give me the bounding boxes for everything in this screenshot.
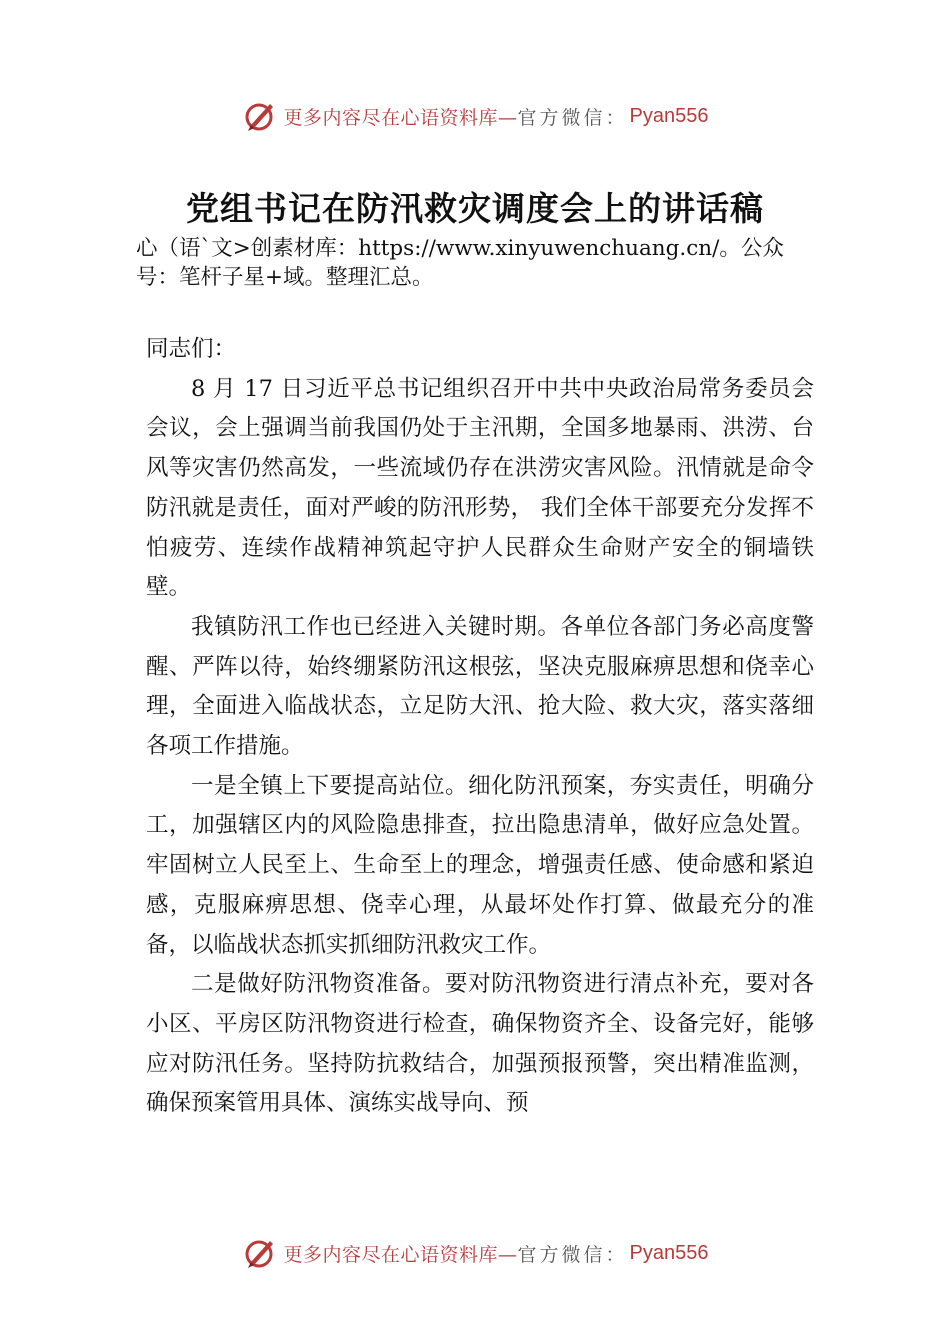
paragraph: 我镇防汛工作也已经进入关键时期。各单位各部门务必高度警醒、严阵以待，始终绷紧防汛这根弦，坚决克服麻痹思想和侥幸心理，全面进入临战状态，立足防大汛、抢大险、救大灾，落实落细各项工作措施。 — [146, 613, 814, 760]
header-brand-text: 更多内容尽在心语资料库— — [283, 106, 518, 129]
footer-brand-text: 更多内容尽在心语资料库— — [283, 1243, 518, 1266]
paragraph: 8 月 17 日习近平总书记组织召开中共中央政治局常务委员会会议，会上强调当前我国仍处于主汛期，全国多地暴雨、洪涝、台风等灾害仍然高发，一些流域仍存在洪涝灾害风险。汛情就是命令防汛就是责任，面对严峻的防汛形势， 我们全体干部要充分发挥不怕疲劳、连续作战精神筑起守护人民群众生命财产安全的铜墙铁壁。 — [146, 375, 814, 601]
paragraph: 一是全镇上下要提高站位。细化防汛预案，夯实责任，明确分工，加强辖区内的风险隐患排查，拉出隐患清单，做好应急处置。牢固树立人民至上、生命至上的理念，增强责任感、使命感和紧迫感，克服麻痹思想、侥幸心理，从最坏处作打算、做最充分的准备，以临战状态抓实抓细防汛救灾工作。 — [146, 772, 814, 958]
header-brand-banner — [0, 94, 950, 138]
footer-wechat-label: 官方微信： — [517, 1243, 628, 1266]
article-body — [146, 330, 814, 1124]
salutation: 同志们： — [146, 336, 237, 362]
footer-wechat-id: Pyan556 — [629, 1241, 709, 1264]
document-title: 党组书记在防汛救灾调度会上的讲话稿 — [186, 189, 764, 228]
header-wechat-label: 官方微信： — [517, 106, 628, 129]
pen-logo-icon — [242, 1235, 278, 1271]
paragraph: 二是做好防汛物资准备。要对防汛物资进行清点补充，要对各小区、平房区防汛物资进行检查，确保物资齐全、设备完好，能够应对防汛任务。坚持防抗救结合，加强预报预警，突出精准监测，确保预案管用具体、演练实战导向、预 — [146, 971, 814, 1117]
footer-brand-banner — [0, 1231, 950, 1275]
pen-logo-icon — [242, 98, 278, 134]
source-note: 心（语`文>创素材库：https://www.xinyuwenchuang.cn/。公众号：笔杆子星+域。整理汇总。 — [136, 236, 784, 290]
header-wechat-id: Pyan556 — [629, 104, 709, 127]
